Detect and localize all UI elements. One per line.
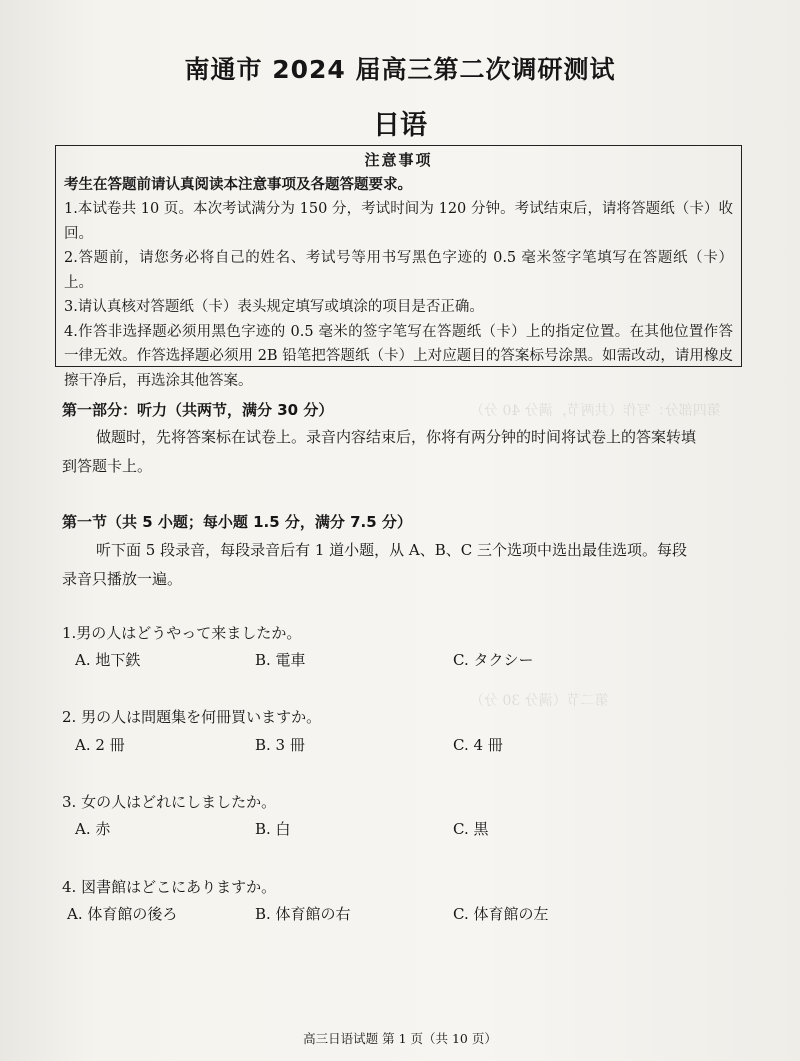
question-4-option-c: C. 体育館の左: [453, 905, 549, 923]
part1-instruction: 做题时，先将答案标在试卷上。录音内容结束后，你将有两分钟的时间将试卷上的答案转填到答题卡上。: [62, 428, 697, 475]
section1-instruction: 听下面 5 段录音，每段录音后有 1 道小题，从 A、B、C 三个选项中选出最佳选项。每段录音只播放一遍。: [62, 541, 688, 588]
question-2-option-b: B. 3 冊: [255, 736, 305, 754]
notice-box: [55, 145, 742, 389]
notice-lead: 考生在答题前请认真阅读本注意事项及各题答题要求。: [64, 176, 412, 193]
question-2: 2. 男の人は問題集を何冊買いますか。: [62, 708, 322, 726]
notice-item: 1.本试卷共 10 页。本次考试满分为 150 分，考试时间为 120 分钟。考试结束后，请将答题纸（卡）收回。: [64, 201, 733, 242]
bleed-through: 第四部分：写作（共两节，满分 40 分）: [470, 403, 721, 419]
notice-heading: 注意事项: [364, 151, 433, 169]
question-2-option-c: C. 4 冊: [453, 736, 503, 754]
question-1: 1.男の人はどうやって来ましたか。: [62, 624, 302, 642]
question-4: 4. 図書館はどこにありますか。: [62, 878, 277, 896]
section1-heading: 第一节（共 5 小题；每小题 1.5 分，满分 7.5 分）: [62, 513, 412, 531]
question-2-option-a: A. 2 冊: [75, 736, 125, 754]
bleed-through: 第二节（满分 30 分）: [470, 693, 609, 709]
notice-item: 4.作答非选择题必须用黑色字迹的 0.5 毫米的签字笔写在答题纸（卡）上的指定位置。在其他位置作答一律无效。作答选择题必须用 2B 铅笔把答题纸（卡）上对应题目的答案标号涂黑。如需改动，请用橡皮擦干净后，再选涂其他答案。: [64, 323, 733, 389]
notice-item: 3.请认真核对答题纸（卡）表头规定填写或填涂的项目是否正确。: [64, 299, 484, 315]
question-1-option-a: A. 地下鉄: [75, 651, 141, 669]
notice-item: 2.答题前，请您务必将自己的姓名、考试号等用书写黑色字迹的 0.5 毫米签字笔填写在答题纸（卡）上。: [64, 250, 733, 291]
question-4-option-b: B. 体育館の右: [255, 905, 351, 923]
question-1-option-c: C. タクシー: [453, 651, 534, 669]
question-3-option-a: A. 赤: [75, 820, 111, 838]
question-3-option-c: C. 黒: [453, 820, 489, 838]
question-3-option-b: B. 白: [255, 820, 291, 838]
exam-title: 南通市 2024 届高三第二次调研测试: [184, 55, 616, 84]
page-footer: 高三日语试题 第 1 页（共 10 页）: [303, 1031, 497, 1046]
question-1-option-b: B. 電車: [255, 651, 306, 669]
question-3: 3. 女の人はどれにしましたか。: [62, 793, 277, 811]
subject-title: 日语: [373, 110, 427, 141]
part1-heading: 第一部分：听力（共两节，满分 30 分）: [62, 401, 334, 419]
question-4-option-a: A. 体育館の後ろ: [67, 905, 178, 923]
